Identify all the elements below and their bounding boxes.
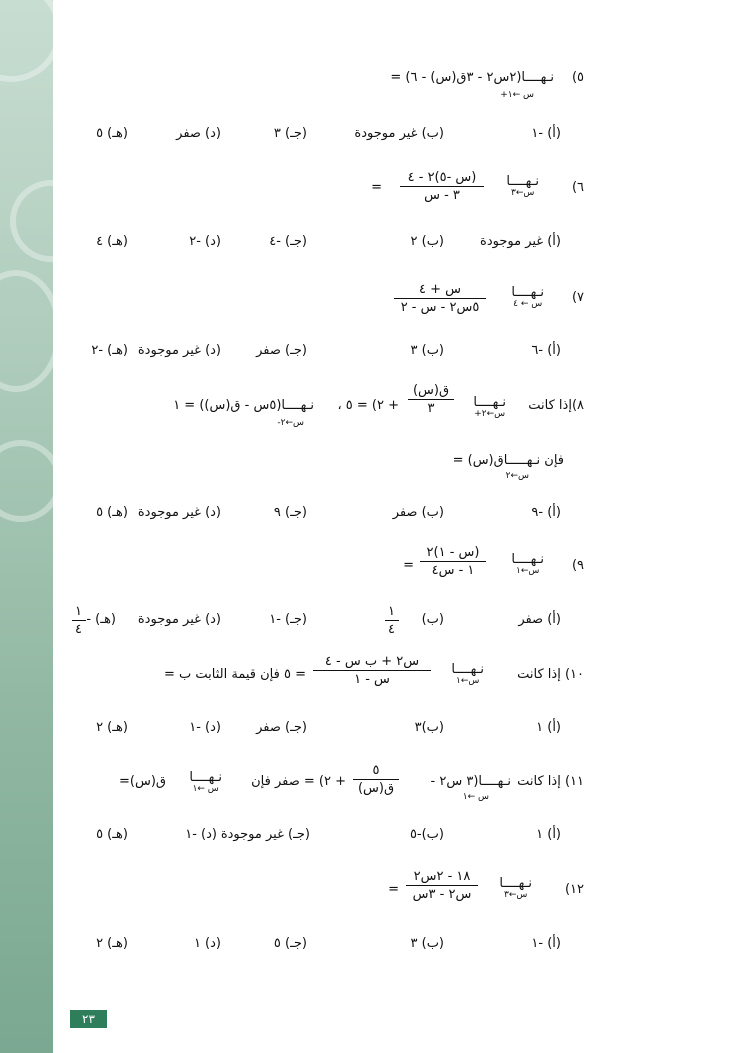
q12-number: ١٢) bbox=[564, 882, 584, 897]
q9-option-c: (جـ) -١ bbox=[269, 612, 307, 627]
q7-limit-word: نـهــــا bbox=[511, 285, 544, 300]
q8-middle: + ٢) = ٥ ، bbox=[337, 398, 399, 413]
q10-option-e: (هـ) ٢ bbox=[96, 720, 128, 735]
q6-number: ٦) bbox=[571, 180, 584, 195]
q11-numerator: ٥ bbox=[372, 763, 380, 778]
q11-fraction bbox=[353, 763, 399, 796]
q10-denominator: س - ١ bbox=[354, 672, 390, 687]
q8-limit-1 bbox=[473, 395, 506, 419]
q6-option-b: (ب) ٢ bbox=[410, 234, 444, 249]
q6-fraction bbox=[400, 170, 484, 203]
q9-equals: = bbox=[403, 558, 414, 573]
q7-numerator: س + ٤ bbox=[418, 282, 461, 297]
q11-option-a: (أ) ١ bbox=[536, 827, 561, 842]
q11-limit-2 bbox=[189, 770, 222, 794]
q5-option-b: (ب) غير موجودة bbox=[354, 126, 444, 141]
q9-option-e: (هـ) - bbox=[86, 612, 116, 627]
q11-intro: ١١) إذا كانت bbox=[517, 774, 584, 789]
q9-option-e-fraction bbox=[72, 604, 86, 637]
q12-limit-approach: س←٣ bbox=[504, 890, 528, 900]
q8-numerator: ق(س) bbox=[412, 383, 450, 398]
q10-numerator: س٢ + ب س - ٤ bbox=[324, 654, 420, 669]
q11-option-d: (د) -١ bbox=[185, 827, 217, 842]
q11-limit-approach-1: س ←١ bbox=[462, 792, 489, 802]
q7-option-b: (ب) ٣ bbox=[410, 343, 444, 358]
q9-b-numerator: ١ bbox=[388, 604, 395, 619]
q6-option-e: (هـ) ٤ bbox=[96, 234, 128, 249]
fraction-bar bbox=[385, 620, 399, 621]
q9-denominator: ١ - س٤ bbox=[431, 563, 475, 578]
q10-limit bbox=[451, 662, 484, 686]
q12-equals: = bbox=[388, 882, 399, 897]
q9-option-b-fraction bbox=[385, 604, 399, 637]
q9-number: ٩) bbox=[571, 558, 584, 573]
q8-second-limit: نـهــــا(٥س - ق(س)) = ١ bbox=[173, 398, 314, 413]
q9-limit bbox=[511, 552, 544, 576]
q9-fraction bbox=[420, 545, 486, 578]
q11-limit-word-2: نـهــــا bbox=[189, 770, 222, 785]
q5-limit: س ←١+ bbox=[500, 90, 534, 100]
q6-numerator: (س -٥)٢ - ٤ bbox=[407, 170, 477, 185]
q8-option-e: (هـ) ٥ bbox=[96, 505, 128, 520]
q8-limit-approach-1: س←٢+ bbox=[474, 409, 506, 419]
q9-option-a: (أ) صفر bbox=[518, 612, 561, 627]
fraction-bar bbox=[408, 399, 454, 400]
q11-option-b: (ب)-٥ bbox=[409, 827, 444, 842]
q8-option-d: (د) غير موجودة bbox=[137, 505, 221, 520]
q6-limit-word: نـهــــا bbox=[506, 174, 539, 189]
decorative-ring bbox=[0, 270, 53, 392]
q9-option-d: (د) غير موجودة bbox=[137, 612, 221, 627]
q7-limit bbox=[511, 285, 544, 309]
q12-fraction bbox=[406, 869, 478, 902]
q10-intro: ١٠) إذا كانت bbox=[517, 667, 584, 682]
q12-option-b: (ب) ٣ bbox=[410, 936, 444, 951]
q5-option-c: (جـ) ٣ bbox=[273, 126, 307, 141]
q11-end: ق(س)= bbox=[119, 774, 166, 789]
q7-option-a: (أ) -٦ bbox=[531, 343, 561, 358]
q8-limit-approach-2: س←٢- bbox=[277, 418, 304, 428]
q12-option-d: (د) ١ bbox=[193, 936, 221, 951]
q10-limit-word: نـهــــا bbox=[451, 662, 484, 677]
q12-numerator: ١٨ - ٢س٢ bbox=[413, 869, 471, 884]
q12-option-c: (جـ) ٥ bbox=[273, 936, 307, 951]
q5-option-d: (د) صفر bbox=[176, 126, 221, 141]
decorative-ring bbox=[0, 0, 53, 82]
q7-option-c: (جـ) صفر bbox=[256, 343, 307, 358]
q6-option-d: (د) -٢ bbox=[189, 234, 221, 249]
q5-option-a: (أ) -١ bbox=[531, 126, 561, 141]
q10-option-c: (جـ) صفر bbox=[256, 720, 307, 735]
q6-limit bbox=[506, 174, 539, 198]
q11-expression: نـهــــا(٣ س٢ - bbox=[430, 774, 511, 789]
q10-fraction bbox=[313, 654, 431, 687]
q8-intro: ٨)إذا كانت bbox=[528, 398, 584, 413]
q7-option-d: (د) غير موجودة bbox=[137, 343, 221, 358]
fraction-bar bbox=[406, 885, 478, 886]
q7-option-e: (هـ) -٢ bbox=[91, 343, 128, 358]
q11-limit-approach-2: س ←١ bbox=[192, 784, 219, 794]
q6-option-a: (أ) غير موجودة bbox=[480, 234, 561, 249]
q5-option-e: (هـ) ٥ bbox=[96, 126, 128, 141]
q5-number: ٥) bbox=[571, 70, 584, 85]
q9-limit-word: نـهــــا bbox=[511, 552, 544, 567]
q5-expression: نـهــــا(٢س٢ - ٣ق(س) - ٦) = bbox=[390, 70, 554, 85]
fraction-bar bbox=[353, 779, 399, 780]
q10-option-b: (ب)٣ bbox=[414, 720, 444, 735]
q6-option-c: (جـ) -٤ bbox=[269, 234, 307, 249]
q11-option-c: (جـ) غير موجودة bbox=[220, 827, 310, 842]
fraction-bar bbox=[313, 670, 431, 671]
q9-numerator: (س - ١)٢ bbox=[426, 545, 480, 560]
q8-fraction bbox=[408, 383, 454, 416]
q9-option-b: (ب) bbox=[421, 612, 444, 627]
q12-limit bbox=[499, 876, 532, 900]
q6-equals: = bbox=[371, 180, 382, 195]
q10-tail: = ٥ فإن قيمة الثابت ب = bbox=[164, 667, 306, 682]
fraction-bar bbox=[400, 186, 484, 187]
q11-tail: + ٢) = صفر فإن bbox=[251, 774, 346, 789]
q10-limit-approach: س←١ bbox=[456, 676, 480, 686]
q12-limit-word: نـهــــا bbox=[499, 876, 532, 891]
q7-denominator: ٥س٢ - س - ٢ bbox=[400, 300, 480, 315]
decorative-ring bbox=[10, 180, 53, 262]
q8-limit-word-1: نـهــــا bbox=[473, 395, 506, 410]
q7-number: ٧) bbox=[571, 290, 584, 305]
q6-denominator: ٣ - س bbox=[424, 188, 460, 203]
q7-limit-approach: س ← ٤ bbox=[513, 299, 543, 309]
q7-fraction bbox=[394, 282, 486, 315]
q6-limit-approach: س←٣ bbox=[511, 188, 535, 198]
q9-b-denominator: ٤ bbox=[388, 622, 395, 637]
q11-option-e: (هـ) ٥ bbox=[96, 827, 128, 842]
q8-option-a: (أ) -٩ bbox=[531, 505, 561, 520]
q12-option-e: (هـ) ٢ bbox=[96, 936, 128, 951]
q8-option-c: (جـ) ٩ bbox=[273, 505, 307, 520]
decorative-sidebar bbox=[0, 0, 53, 1053]
page-number: ٢٣ bbox=[70, 1010, 107, 1028]
fraction-bar bbox=[72, 620, 86, 621]
q12-denominator: س٢ - ٣س bbox=[412, 887, 472, 902]
q9-e-denominator: ٤ bbox=[75, 622, 82, 637]
q11-denominator: ق(س) bbox=[357, 781, 395, 796]
q12-option-a: (أ) -١ bbox=[531, 936, 561, 951]
fraction-bar bbox=[420, 561, 486, 562]
q10-option-a: (أ) ١ bbox=[536, 720, 561, 735]
q8-limit-approach-3: س←٢ bbox=[505, 471, 529, 481]
q8-option-b: (ب) صفر bbox=[392, 505, 444, 520]
q8-denominator: ٣ bbox=[427, 401, 435, 416]
q10-option-d: (د) -١ bbox=[189, 720, 221, 735]
q8-then: فإن نـهـــــاق(س) = bbox=[452, 453, 564, 468]
q9-limit-approach: س←١ bbox=[516, 566, 540, 576]
fraction-bar bbox=[394, 298, 486, 299]
decorative-ring bbox=[0, 440, 53, 522]
q9-e-numerator: ١ bbox=[75, 604, 82, 619]
